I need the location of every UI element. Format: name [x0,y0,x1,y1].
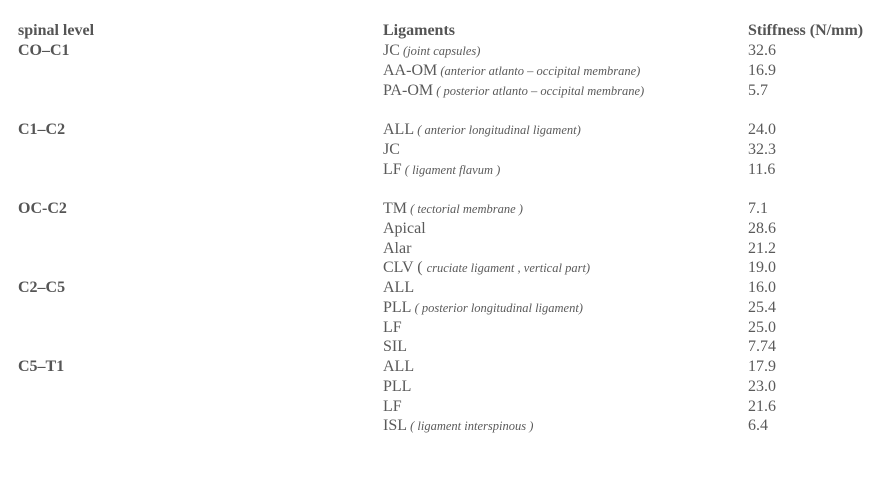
table-row [0,120,884,140]
ligament-abbr: TM [383,200,407,217]
ligament-cell [383,199,523,220]
stiffness-value: 6.4 [748,417,768,435]
table-row [0,258,884,278]
ligament-cell [383,357,414,378]
header-ligaments: Ligaments [383,22,455,39]
ligament-desc: (anterior atlanto – occipital membrane) [437,63,641,78]
ligament-desc: ( tectorial membrane ) [407,202,523,216]
ligament-abbr: CLV ( [383,259,427,277]
ligament-cell [383,278,414,299]
table-row [0,318,884,338]
stiffness-value: 21.6 [748,397,776,415]
ligament-cell [383,81,644,102]
ligament-abbr: PA-OM [383,81,434,99]
ligament-cell [383,61,640,82]
ligament-cell [383,219,426,240]
spinal-level-label: CO–C1 [18,42,70,59]
ligament-abbr: Alar [383,239,412,257]
ligament-desc: ( posterior atlanto – occipital membrane) [433,83,645,98]
stiffness-value: 32.3 [748,140,776,158]
spinal-level-label: C2–C5 [18,279,66,296]
table-row [0,81,884,101]
ligament-abbr: JC [383,42,400,59]
ligament-abbr: Apical [383,219,426,237]
ligament-desc: (joint capsules) [399,44,481,58]
ligament-desc: ( anterior longitudinal ligament) [414,123,581,137]
stiffness-value: 17.9 [748,358,776,375]
ligament-cell [383,258,590,279]
spinal-level-label: OC-C2 [18,200,67,217]
table-row [0,41,884,61]
ligament-cell [383,41,480,62]
group-c5-t1 [0,357,884,436]
ligament-desc: ( ligament interspinous ) [407,419,534,434]
stiffness-value: 25.4 [748,298,776,316]
table-row [0,199,884,219]
table-row [0,298,884,318]
ligament-abbr: PLL [383,377,412,395]
header-stiffness: Stiffness (N/mm) [748,22,864,39]
table-row [0,140,884,160]
ligament-desc: ( posterior longitudinal ligament) [411,300,583,315]
ligament-cell [383,416,533,437]
stiffness-value: 16.9 [748,61,776,79]
ligament-desc: cruciate ligament , vertical part) [426,261,591,276]
stiffness-value: 24.0 [748,121,776,138]
table-row [0,357,884,377]
table-row [0,239,884,259]
stiffness-value: 28.6 [748,219,776,237]
group-c1-c2 [0,120,884,199]
group-c2-c5 [0,278,884,357]
ligament-cell [383,120,581,141]
table-row [0,278,884,298]
table-row [0,377,884,397]
table-row [0,397,884,417]
stiffness-value: 11.6 [748,160,776,178]
table-row [0,61,884,81]
ligament-abbr: JC [383,140,400,158]
ligament-abbr: LF [383,397,402,415]
ligament-cell [383,298,583,319]
group-oc-c2 [0,199,884,278]
ligament-cell [383,239,411,260]
ligament-cell [383,377,411,398]
ligament-abbr: LF [383,318,402,336]
stiffness-value: 32.6 [748,42,776,59]
ligament-abbr: AA-OM [383,61,438,79]
ligament-cell [383,337,407,358]
table-row [0,416,884,436]
ligament-abbr: ALL [383,279,415,296]
spinal-level-label: C1–C2 [18,121,66,138]
ligament-desc: ( ligament flavum ) [401,162,501,177]
stiffness-value: 23.0 [748,377,776,395]
stiffness-value: 7.1 [748,200,768,217]
table-body [0,41,884,436]
ligament-abbr: LF [383,160,402,178]
ligament-abbr: ALL [383,358,415,375]
ligament-cell [383,140,400,161]
ligament-abbr: PLL [383,298,412,316]
header-spinal-level: spinal level [18,22,95,39]
ligament-cell [383,397,402,418]
stiffness-value: 21.2 [748,239,776,257]
group-co-c1 [0,41,884,120]
stiffness-value: 25.0 [748,318,776,336]
stiffness-value: 5.7 [748,81,768,99]
ligament-cell [383,160,500,181]
stiffness-value: 7.74 [748,338,776,356]
stiffness-value: 16.0 [748,279,776,296]
table-row [0,219,884,239]
ligament-abbr: ISL [383,417,407,435]
stiffness-value: 19.0 [748,259,776,277]
ligament-cell [383,318,402,339]
table-row [0,337,884,357]
ligament-abbr: ALL [383,121,415,138]
ligament-abbr: SIL [383,338,407,356]
table-row [0,160,884,180]
spinal-level-label: C5–T1 [18,358,65,375]
